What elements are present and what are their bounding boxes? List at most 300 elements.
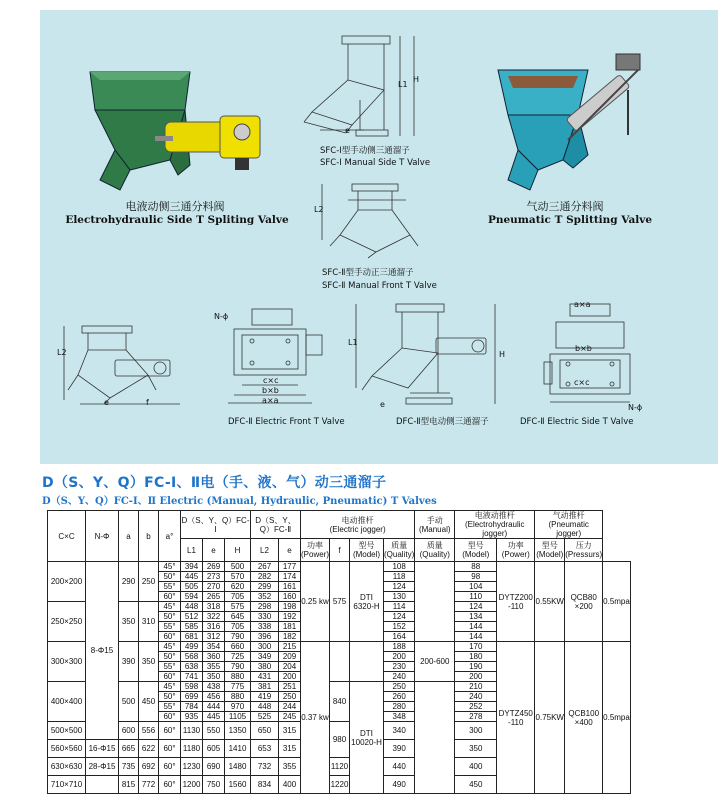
table-row	[48, 642, 631, 652]
data-cell: 438	[203, 682, 225, 692]
data-cell: 244	[279, 702, 301, 712]
manual-man_en: (Manual)	[418, 524, 451, 534]
data-cell: 55°	[159, 582, 181, 592]
data-cell: 381	[251, 682, 279, 692]
col-pj-model-1: (Model)	[536, 550, 564, 559]
a-cell: 665	[119, 740, 139, 758]
data-cell: 1130	[181, 722, 203, 740]
dfc1-side-drawing	[350, 298, 510, 416]
col-model-0: 型号	[358, 541, 375, 550]
data-cell: 935	[181, 712, 203, 722]
data-cell: 177	[279, 562, 301, 572]
manual-quality-cell: 190	[455, 662, 497, 672]
quality-cell: 348	[384, 712, 415, 722]
col-b: b	[139, 511, 159, 562]
manual-quality-cell: 144	[455, 622, 497, 632]
quality-cell: 240	[384, 672, 415, 682]
quality-cell: 490	[384, 776, 415, 794]
data-cell: 204	[279, 662, 301, 672]
data-cell: 1180	[181, 740, 203, 758]
data-cell: 315	[279, 740, 301, 758]
dfc2s-axa-label: a×a	[574, 300, 591, 309]
manual-quality-cell: 400	[455, 758, 497, 776]
col-manual-quality	[415, 539, 455, 562]
manual-quality-cell: 98	[455, 572, 497, 582]
eh-power-cell: 0.55KW	[535, 562, 565, 642]
data-cell: 380	[251, 662, 279, 672]
size-cell: 250×250	[48, 602, 86, 642]
data-cell: 198	[279, 602, 301, 612]
col-power-1: (Power)	[301, 550, 330, 559]
eh-caption-en: Electrohydraulic Side T Spliting Valve	[65, 214, 289, 226]
col-e2: e	[279, 539, 301, 562]
data-cell: 174	[279, 572, 301, 582]
manual-range-cell	[415, 682, 455, 794]
dfc-side-drawing	[60, 320, 195, 415]
manual-quality-cell: 278	[455, 712, 497, 722]
sfc2-caption-cn: SFC-Ⅱ型手动正三通溜子	[322, 268, 414, 278]
data-cell: 970	[225, 702, 251, 712]
col-L2: L2	[251, 539, 279, 562]
b-cell: 772	[139, 776, 159, 794]
a-cell: 600	[119, 722, 139, 740]
quality-cell: 118	[384, 572, 415, 582]
data-cell: 50°	[159, 692, 181, 702]
f-cell	[330, 642, 350, 682]
data-cell: 267	[251, 562, 279, 572]
data-cell: 445	[181, 572, 203, 582]
data-cell: 299	[251, 582, 279, 592]
pn-caption-en: Pneumatic T Splitting Valve	[487, 214, 653, 226]
col-manual-quality-0: 质量	[426, 541, 443, 550]
pj-press-cell: 0.5mpa	[603, 562, 631, 642]
data-cell: 298	[251, 602, 279, 612]
data-cell: 181	[279, 622, 301, 632]
data-cell: 60°	[159, 712, 181, 722]
quality-cell: 114	[384, 602, 415, 612]
data-cell: 638	[181, 662, 203, 672]
data-cell: 645	[225, 612, 251, 622]
data-cell: 50°	[159, 572, 181, 582]
quality-cell: 440	[384, 758, 415, 776]
data-cell: 330	[251, 612, 279, 622]
data-cell: 338	[251, 622, 279, 632]
col-quality-0: 质量	[391, 541, 408, 550]
quality-cell: 152	[384, 622, 415, 632]
col-fc2: D（S、Y、Q）FC-Ⅱ	[251, 511, 301, 539]
data-cell: 570	[225, 572, 251, 582]
col-pj-press-0: 压力	[575, 541, 592, 550]
data-cell: 315	[279, 722, 301, 740]
col-pj-model-0: 型号	[541, 541, 558, 550]
data-cell: 192	[279, 612, 301, 622]
model-cell	[350, 642, 384, 682]
data-cell: 653	[251, 740, 279, 758]
quality-cell: 230	[384, 662, 415, 672]
data-cell: 50°	[159, 652, 181, 662]
eh-model-cell: DYTZ450 -110	[497, 642, 535, 794]
sfc1-caption-en: SFC-Ⅰ Manual Side T Valve	[320, 158, 431, 168]
col-model	[350, 539, 384, 562]
data-cell: 880	[225, 672, 251, 682]
sfc1-caption-cn: SFC-Ⅰ型手动侧三通溜子	[320, 146, 410, 156]
col-pj-press	[565, 539, 603, 562]
quality-cell: 124	[384, 612, 415, 622]
data-cell: 550	[203, 722, 225, 740]
col-manual-quality-1: (Quality)	[419, 550, 450, 559]
data-cell: 750	[203, 776, 225, 794]
manual-quality-cell: 134	[455, 612, 497, 622]
manual-quality-cell: 110	[455, 592, 497, 602]
data-cell: 265	[203, 592, 225, 602]
dfc2-nphi-label: N-ϕ	[214, 312, 229, 321]
data-cell: 505	[181, 582, 203, 592]
sfc1-e-label: e	[345, 126, 350, 135]
col-fc1: D（S、Y、Q）FC-Ⅰ	[181, 511, 251, 539]
data-cell: 45°	[159, 642, 181, 652]
data-cell: 60°	[159, 740, 181, 758]
data-cell: 732	[251, 758, 279, 776]
power-cell: 0.37 kw	[301, 642, 330, 794]
nphi-cell: 8-Φ15	[86, 562, 119, 740]
data-cell: 60°	[159, 776, 181, 794]
col-eh-power-0: 功率	[507, 541, 524, 550]
data-cell: 598	[181, 682, 203, 692]
col-pj-press-1: (Pressurs)	[565, 550, 603, 559]
dfc1-H-label: H	[499, 350, 506, 359]
data-cell: 161	[279, 582, 301, 592]
a-cell: 350	[119, 602, 139, 642]
electrohydraulic-valve-image	[60, 50, 300, 200]
col-eh-power-1: (Power)	[501, 550, 530, 559]
data-cell: 690	[203, 758, 225, 776]
data-cell: 200	[279, 672, 301, 682]
size-cell: 500×500	[48, 722, 86, 740]
col-nphi: N-Φ	[86, 511, 119, 562]
eh-eh_cn: 电液动推杆	[474, 511, 515, 520]
spec-table	[47, 510, 631, 794]
data-cell: 322	[203, 612, 225, 622]
col-quality-1: (Quality)	[384, 550, 415, 559]
data-cell: 45°	[159, 682, 181, 692]
f-cell: 1220	[330, 776, 350, 794]
data-cell: 60°	[159, 758, 181, 776]
pj-press-cell: 0.5mpa	[603, 642, 631, 794]
pj-pj_cn: 气动推杆	[552, 511, 585, 520]
size-cell: 300×300	[48, 642, 86, 682]
eh-caption-cn: 电液动侧三通分料阀	[125, 200, 225, 213]
data-cell: 741	[181, 672, 203, 682]
col-manual	[415, 511, 455, 539]
data-cell: 880	[225, 692, 251, 702]
dfc2-axa-label: a×a	[262, 396, 279, 405]
data-cell: 269	[203, 562, 225, 572]
data-cell: 448	[181, 602, 203, 612]
col-eh-model	[455, 539, 497, 562]
model-cell: DTⅠ 10020-H	[350, 682, 384, 794]
data-cell: 270	[203, 582, 225, 592]
sfc1-L1-label: L1	[398, 80, 408, 89]
f-cell: 575	[330, 562, 350, 642]
manual-quality-cell: 450	[455, 776, 497, 794]
dfc2-cxc-label: c×c	[263, 376, 279, 385]
data-cell: 445	[203, 712, 225, 722]
data-cell: 60°	[159, 672, 181, 682]
ej-cn: 电动推杆	[341, 515, 374, 525]
dfc2-caption-en: DFC-Ⅱ Electric Front T Valve	[228, 417, 345, 427]
col-H: H	[225, 539, 251, 562]
pj-model-cell: QCB80 ×200	[565, 562, 603, 642]
table-title-cn: D（S、Y、Q）FC-Ⅰ、Ⅱ电（手、液、气）动三通溜子	[42, 475, 387, 491]
sfc2-L2-label: L2	[314, 205, 324, 214]
data-cell: 1200	[181, 776, 203, 794]
data-cell: 585	[181, 622, 203, 632]
manual-range-cell	[415, 562, 455, 642]
data-cell: 352	[251, 592, 279, 602]
data-cell: 775	[225, 682, 251, 692]
data-cell: 55°	[159, 662, 181, 672]
quality-cell: 260	[384, 692, 415, 702]
b-cell: 622	[139, 740, 159, 758]
data-cell: 705	[225, 592, 251, 602]
data-cell: 45°	[159, 602, 181, 612]
data-cell: 605	[203, 740, 225, 758]
data-cell: 784	[181, 702, 203, 712]
data-cell: 431	[251, 672, 279, 682]
a-cell: 735	[119, 758, 139, 776]
data-cell: 1560	[225, 776, 251, 794]
manual-range-cell: 200-600	[415, 642, 455, 682]
a-cell: 390	[119, 642, 139, 682]
dfc-side-L2-label: L2	[57, 348, 67, 357]
eh-power-cell: 0.75KW	[535, 642, 565, 794]
col-eh-model-0: 型号	[467, 541, 484, 550]
col-pneumatic-jogger	[535, 511, 603, 539]
data-cell: 681	[181, 632, 203, 642]
b-cell: 250	[139, 562, 159, 602]
quality-cell: 280	[384, 702, 415, 712]
b-cell: 556	[139, 722, 159, 740]
manual-quality-cell: 300	[455, 722, 497, 740]
a-cell: 815	[119, 776, 139, 794]
data-cell: 1480	[225, 758, 251, 776]
manual-quality-cell: 210	[455, 682, 497, 692]
data-cell: 1230	[181, 758, 203, 776]
data-cell: 1410	[225, 740, 251, 758]
dfc2-bxb-label: b×b	[262, 386, 279, 395]
manual-quality-cell: 88	[455, 562, 497, 572]
data-cell: 1350	[225, 722, 251, 740]
f-cell: 980	[330, 722, 350, 758]
quality-cell: 390	[384, 740, 415, 758]
data-cell: 60°	[159, 722, 181, 740]
data-cell: 499	[181, 642, 203, 652]
dfc1-e-label: e	[380, 400, 385, 409]
table-title-en: D（S、Y、Q）FC-Ⅰ、Ⅱ Electric (Manual, Hydraulic, Pneumatic) T Valves	[42, 496, 437, 507]
quality-cell: 188	[384, 642, 415, 652]
col-pj-model	[535, 539, 565, 562]
data-cell: 182	[279, 632, 301, 642]
manual-quality-cell: 180	[455, 652, 497, 662]
pj-model-cell: QCB100 ×400	[565, 642, 603, 794]
data-cell: 448	[251, 702, 279, 712]
data-cell: 834	[251, 776, 279, 794]
data-cell: 354	[203, 642, 225, 652]
data-cell: 349	[251, 652, 279, 662]
manual-man_cn: 手动	[426, 515, 443, 525]
dfc2-side-plan-drawing	[540, 298, 650, 416]
data-cell: 360	[203, 652, 225, 662]
data-cell: 790	[225, 662, 251, 672]
data-cell: 55°	[159, 622, 181, 632]
data-cell: 318	[203, 602, 225, 612]
dfc-side-f-label: f	[146, 398, 149, 407]
data-cell: 400	[279, 776, 301, 794]
data-cell: 699	[181, 692, 203, 702]
col-model-1: (Model)	[352, 550, 381, 559]
b-cell: 310	[139, 602, 159, 642]
data-cell: 355	[279, 758, 301, 776]
data-cell: 660	[225, 642, 251, 652]
col-cxc: C×C	[48, 511, 86, 562]
data-cell: 525	[251, 712, 279, 722]
manual-quality-cell: 350	[455, 740, 497, 758]
manual-quality-cell: 144	[455, 632, 497, 642]
data-cell: 355	[203, 662, 225, 672]
data-cell: 725	[225, 652, 251, 662]
size-cell: 200×200	[48, 562, 86, 602]
data-cell: 45°	[159, 562, 181, 572]
f-cell: 840	[330, 682, 350, 722]
col-electric-jogger	[301, 511, 415, 539]
sfc1-drawing	[300, 30, 430, 145]
sfc1-H-label: H	[413, 75, 420, 84]
quality-cell: 250	[384, 682, 415, 692]
data-cell: 55°	[159, 702, 181, 712]
quality-cell: 124	[384, 582, 415, 592]
data-cell: 705	[225, 622, 251, 632]
data-cell: 394	[181, 562, 203, 572]
col-eh-model-1: (Model)	[462, 550, 490, 559]
nphi-cell: 28-Φ15	[86, 758, 119, 776]
quality-cell: 340	[384, 722, 415, 740]
data-cell: 575	[225, 602, 251, 612]
data-cell: 250	[279, 692, 301, 702]
col-a: a	[119, 511, 139, 562]
nphi-cell	[86, 776, 119, 794]
eh-eh_en: (Electrohydraulic jogger)	[464, 520, 525, 538]
data-cell: 444	[203, 702, 225, 712]
power-cell: 0.25 kw	[301, 562, 330, 642]
table-row	[48, 562, 631, 572]
pneumatic-valve-image	[478, 40, 678, 200]
col-f: f	[330, 539, 350, 562]
b-cell: 450	[139, 682, 159, 722]
manual-quality-cell: 240	[455, 692, 497, 702]
dfc-side-e-label: e	[104, 398, 109, 407]
model-cell: DTⅠ 6320-H	[350, 562, 384, 642]
data-cell: 594	[181, 592, 203, 602]
dfc2s-cxc-label: c×c	[574, 378, 590, 387]
data-cell: 215	[279, 642, 301, 652]
eh-model-cell: DYTZ200 -110	[497, 562, 535, 642]
col-power-0: 功率	[307, 541, 323, 550]
dfc1-L1-label: L1	[348, 338, 358, 347]
manual-quality-cell: 124	[455, 602, 497, 612]
quality-cell: 130	[384, 592, 415, 602]
col-angle: a°	[159, 511, 181, 562]
sfc2-caption-en: SFC-Ⅱ Manual Front T Valve	[322, 281, 437, 291]
data-cell: 620	[225, 582, 251, 592]
sfc2-drawing	[318, 180, 428, 260]
data-cell: 60°	[159, 592, 181, 602]
data-cell: 60°	[159, 632, 181, 642]
quality-cell: 164	[384, 632, 415, 642]
size-cell: 630×630	[48, 758, 86, 776]
col-power	[301, 539, 330, 562]
data-cell: 312	[203, 632, 225, 642]
size-cell: 710×710	[48, 776, 86, 794]
data-cell: 350	[203, 672, 225, 682]
manual-quality-cell: 170	[455, 642, 497, 652]
data-cell: 512	[181, 612, 203, 622]
data-cell: 50°	[159, 612, 181, 622]
nphi-cell: 16-Φ15	[86, 740, 119, 758]
data-cell: 160	[279, 592, 301, 602]
f-cell: 1120	[330, 758, 350, 776]
data-cell: 282	[251, 572, 279, 582]
dfc2s-bxb-label: b×b	[575, 344, 592, 353]
a-cell: 500	[119, 682, 139, 722]
data-cell: 273	[203, 572, 225, 582]
col-quality	[384, 539, 415, 562]
data-cell: 650	[251, 722, 279, 740]
data-cell: 456	[203, 692, 225, 702]
size-cell: 400×400	[48, 682, 86, 722]
data-cell: 245	[279, 712, 301, 722]
data-cell: 1105	[225, 712, 251, 722]
dfc2s-caption-en: DFC-Ⅱ Electric Side T Valve	[520, 417, 634, 427]
data-cell: 316	[203, 622, 225, 632]
size-cell: 560×560	[48, 740, 86, 758]
b-cell: 692	[139, 758, 159, 776]
manual-quality-cell: 200	[455, 672, 497, 682]
data-cell: 300	[251, 642, 279, 652]
dfc2s-nphi-label: N-ϕ	[628, 403, 643, 412]
col-e: e	[203, 539, 225, 562]
col-L1: L1	[181, 539, 203, 562]
data-cell: 209	[279, 652, 301, 662]
ej-en: (Electric jogger)	[329, 524, 386, 534]
quality-cell: 200	[384, 652, 415, 662]
table-header-row	[48, 511, 631, 539]
data-cell: 790	[225, 632, 251, 642]
b-cell: 350	[139, 642, 159, 682]
quality-cell: 108	[384, 562, 415, 572]
data-cell: 396	[251, 632, 279, 642]
pn-caption-cn: 气动三通分料阀	[526, 200, 604, 213]
manual-quality-cell: 252	[455, 702, 497, 712]
manual-quality-cell: 104	[455, 582, 497, 592]
col-eh-power	[497, 539, 535, 562]
data-cell: 568	[181, 652, 203, 662]
data-cell: 419	[251, 692, 279, 702]
data-cell: 500	[225, 562, 251, 572]
a-cell: 290	[119, 562, 139, 602]
data-cell: 251	[279, 682, 301, 692]
pj-pj_en: (Pneumatic jogger)	[548, 520, 589, 538]
col-eh-jogger	[455, 511, 535, 539]
